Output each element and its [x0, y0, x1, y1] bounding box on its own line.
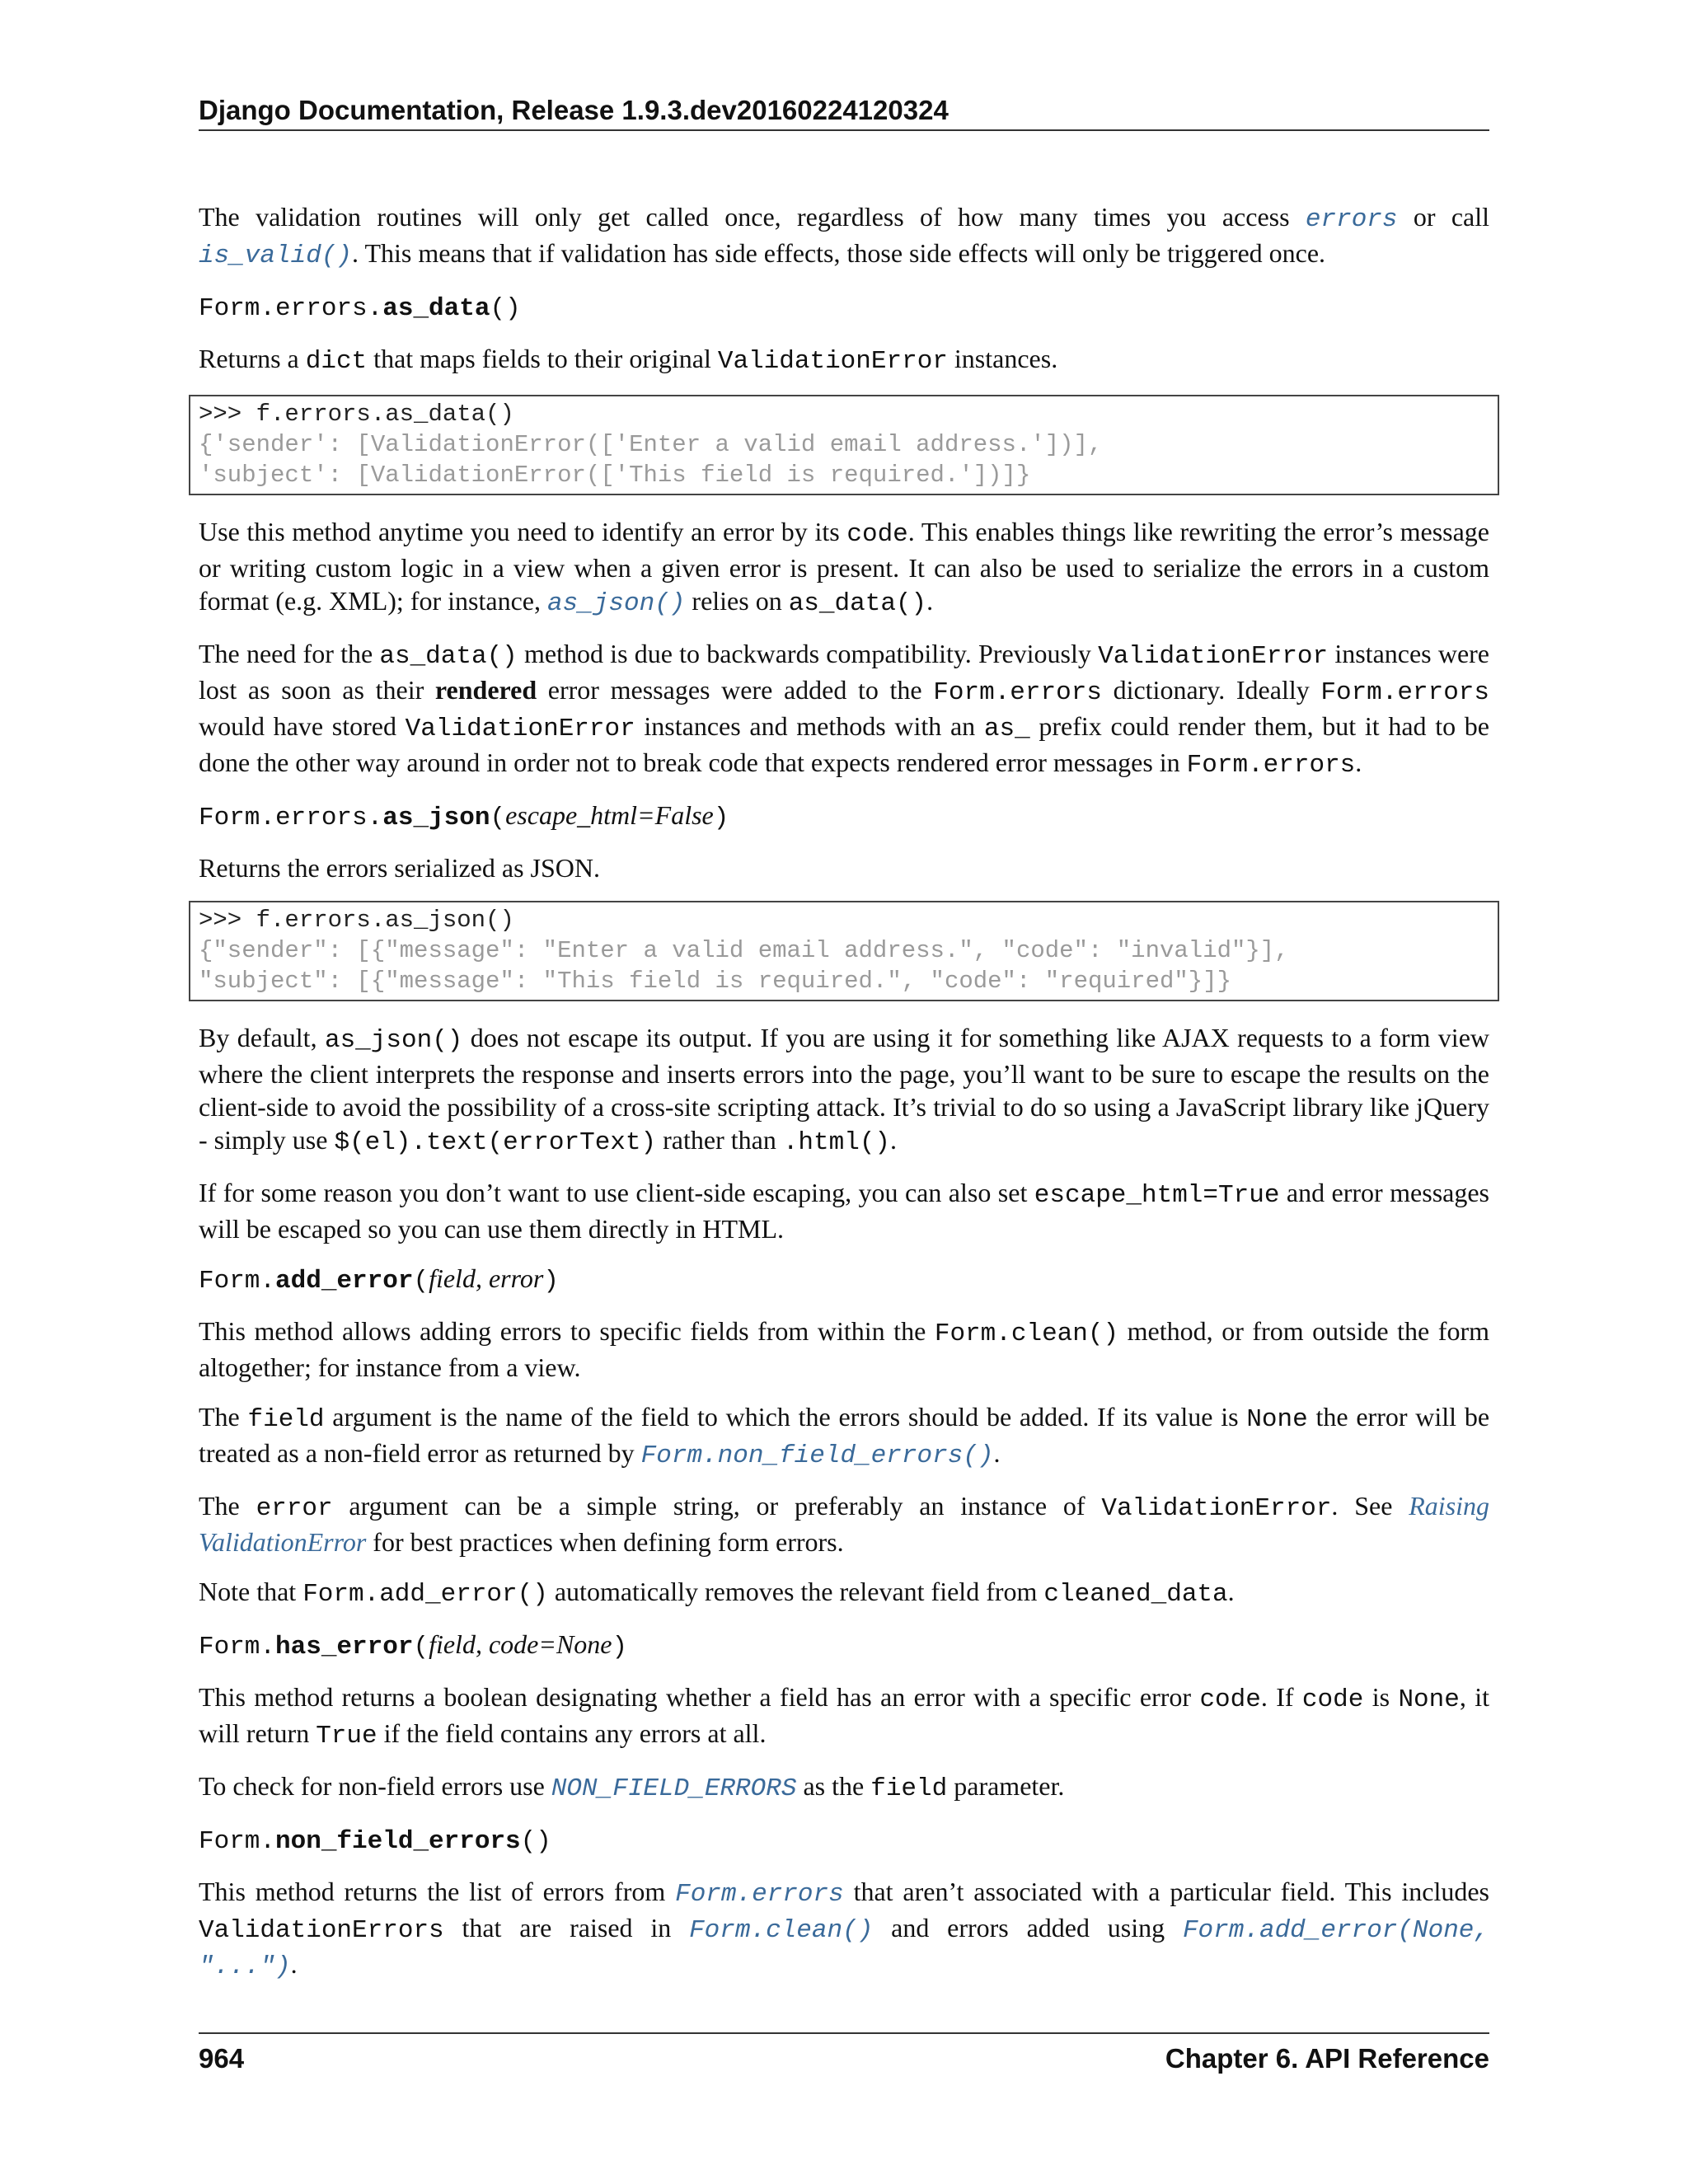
- inline-code: as_: [983, 715, 1030, 743]
- sig-name: has_error: [275, 1633, 414, 1661]
- inline-code: code: [1301, 1685, 1364, 1714]
- text: argument can be a simple string, or preferably an instance of: [332, 1491, 1102, 1521]
- text: as the: [796, 1771, 871, 1801]
- text: Note that: [199, 1577, 303, 1606]
- paragraph-has-error-desc: [199, 1680, 1489, 1753]
- text: and error messages will be escaped so you can use them directly in HTML.: [199, 1178, 1490, 1244]
- non-field-errors-constant-link[interactable]: NON_FIELD_ERRORS: [551, 1774, 797, 1803]
- sig-prefix: Form.: [199, 1267, 276, 1296]
- is-valid-link[interactable]: is_valid(): [199, 241, 353, 270]
- text: argument is the name of the field to which the errors should be added. If its value is: [324, 1402, 1247, 1432]
- text: Use this method anytime you need to identify an error by its: [199, 517, 847, 546]
- paragraph-escape-html: [199, 1176, 1489, 1245]
- sig-prefix: Form.errors.: [199, 294, 383, 323]
- text: This method allows adding errors to specific fields from within the: [199, 1316, 935, 1346]
- sig-name: add_error: [275, 1267, 414, 1296]
- sig-prefix: Form.: [199, 1827, 276, 1856]
- text: . This enables things like rewriting the error’s message or writing custom logic in a view when a given error is present. It can also be used to serialize the errors in a custom format (e.g. XML); for instance,: [199, 517, 1490, 616]
- errors-link[interactable]: errors: [1305, 205, 1398, 234]
- text: automatically removes the relevant field from: [547, 1577, 1044, 1606]
- code-block-as-json: [189, 901, 1499, 1001]
- form-errors-link[interactable]: Form.errors: [675, 1880, 844, 1909]
- code-line: 'subject': [ValidationError(['This field is required.'])]}: [199, 462, 1031, 489]
- text: The: [199, 1491, 256, 1521]
- paragraph-field-argument: [199, 1400, 1489, 1473]
- text: that are raised in: [443, 1913, 690, 1943]
- header-rule: [199, 129, 1489, 131]
- paragraph-validation-once: [199, 200, 1489, 273]
- text: .: [1227, 1577, 1235, 1606]
- sig-prefix: Form.errors.: [199, 804, 383, 832]
- form-add-error-link[interactable]: Form.add_error(None, "..."): [199, 1916, 1490, 1981]
- signature-has-error: [199, 1628, 1489, 1664]
- text: This method returns the list of errors from: [199, 1877, 676, 1906]
- signature-as-data: [199, 289, 1489, 326]
- text: To check for non-field errors use: [199, 1771, 551, 1801]
- non-field-errors-link[interactable]: Form.non_field_errors(): [640, 1441, 994, 1470]
- inline-code: None: [1246, 1405, 1308, 1434]
- sig-paren: (: [413, 1633, 429, 1661]
- text: for best practices when defining form errors.: [366, 1527, 844, 1557]
- inline-code: as_data(): [788, 589, 927, 618]
- text: relies on: [685, 586, 789, 616]
- text: The validation routines will only get called once, regardless of how many times you access: [199, 202, 1306, 232]
- text: .: [993, 1438, 1001, 1468]
- inline-code: field: [247, 1405, 325, 1434]
- text: . See: [1331, 1491, 1409, 1521]
- inline-code: None: [1398, 1685, 1460, 1714]
- inline-code: as_json(): [324, 1026, 463, 1055]
- running-footer: [199, 2041, 1489, 2077]
- inline-code: Form.errors: [1320, 678, 1490, 707]
- form-clean-link[interactable]: Form.clean(): [689, 1916, 874, 1945]
- text: error messages were added to the: [537, 675, 934, 705]
- text: that maps fields to their original: [367, 344, 718, 373]
- inline-code: Form.add_error(): [302, 1580, 548, 1609]
- paragraph-non-field-check: [199, 1769, 1489, 1806]
- text: rather than: [656, 1125, 783, 1155]
- sig-paren: (: [520, 1827, 537, 1856]
- signature-non-field-errors: [199, 1822, 1489, 1858]
- text: if the field contains any errors at all.: [377, 1718, 767, 1748]
- text: .: [890, 1125, 898, 1155]
- text: instances and methods with an: [635, 711, 984, 741]
- paragraph-as-json-returns: Returns the errors serialized as JSON.: [199, 853, 600, 883]
- sig-paren: (: [490, 804, 506, 832]
- sig-name: non_field_errors: [275, 1827, 521, 1856]
- inline-code: ValidationError: [717, 347, 948, 376]
- sig-params: field, code=None: [429, 1629, 612, 1659]
- paragraph-backwards-compat: [199, 637, 1489, 782]
- paragraph-error-argument: [199, 1489, 1489, 1558]
- sig-params: escape_html=False: [505, 800, 714, 830]
- text: dictionary. Ideally: [1101, 675, 1321, 705]
- inline-code: Form.errors: [933, 678, 1102, 707]
- text: If for some reason you don’t want to use client-side escaping, you can also set: [199, 1178, 1034, 1207]
- paragraph-note-add-error: [199, 1575, 1489, 1611]
- text: that aren’t associated with a particular field. This includes: [843, 1877, 1490, 1906]
- inline-code: field: [870, 1774, 948, 1803]
- inline-code: .html(): [782, 1128, 891, 1157]
- inline-code: ValidationError: [1101, 1494, 1332, 1523]
- inline-code: Form.errors: [1186, 751, 1356, 780]
- code-line: {"sender": [{"message": "Enter a valid email address.", "code": "invalid"}],: [199, 937, 1289, 964]
- text: instances.: [947, 344, 1058, 373]
- signature-add-error: [199, 1262, 1489, 1298]
- raising-validationerror-link[interactable]: Raising ValidationError: [199, 1491, 1490, 1557]
- inline-code: True: [316, 1722, 377, 1750]
- paragraph-as-data-returns: [199, 342, 1489, 378]
- footer-rule: [199, 2032, 1489, 2034]
- inline-code: Form.clean(): [934, 1319, 1119, 1348]
- sig-paren: (: [490, 294, 506, 323]
- as-json-link[interactable]: as_json(): [546, 589, 686, 618]
- sig-paren: ): [505, 294, 521, 323]
- text: The need for the: [199, 639, 380, 668]
- inline-code: as_data(): [379, 642, 518, 671]
- text: parameter.: [947, 1771, 1065, 1801]
- sig-name: as_data: [382, 294, 490, 323]
- signature-as-json: [199, 799, 1489, 835]
- text: , it will return: [199, 1682, 1490, 1748]
- sig-prefix: Form.: [199, 1633, 276, 1661]
- sig-paren: ): [536, 1827, 551, 1856]
- text: .: [290, 1949, 298, 1979]
- text: method is due to backwards compatibility. Previously: [517, 639, 1099, 668]
- text: is: [1363, 1682, 1399, 1712]
- paragraph-non-field-desc: [199, 1875, 1489, 1984]
- bold-text: rendered: [434, 675, 537, 705]
- text: Returns a: [199, 344, 306, 373]
- inline-code: dict: [305, 347, 368, 376]
- sig-paren: ): [612, 1633, 628, 1661]
- text: method, or from outside the form altogether; for instance from a view.: [199, 1316, 1490, 1382]
- sig-params: field, error: [429, 1263, 544, 1293]
- code-line: "subject": [{"message": "This field is required.", "code": "required"}]}: [199, 968, 1232, 995]
- paragraph-add-error-desc: [199, 1315, 1489, 1384]
- text: or call: [1397, 202, 1490, 232]
- code-line: >>> f.errors.as_json(): [199, 907, 514, 934]
- code-line: {'sender': [ValidationError(['Enter a valid email address.'])],: [199, 431, 1103, 458]
- code-line: >>> f.errors.as_data(): [199, 401, 514, 428]
- text: and errors added using: [873, 1913, 1183, 1943]
- inline-code: code: [846, 520, 908, 549]
- sig-paren: ): [543, 1267, 559, 1296]
- inline-code: escape_html=True: [1034, 1181, 1280, 1210]
- inline-code: error: [256, 1494, 333, 1523]
- text: the error will be treated as a non-field error as returned by: [199, 1402, 1490, 1468]
- page-number: 964: [199, 2043, 245, 2074]
- chapter-title: Chapter 6. API Reference: [1165, 2043, 1489, 2074]
- text: . If: [1260, 1682, 1302, 1712]
- text: The: [199, 1402, 248, 1432]
- sig-paren: ): [713, 804, 729, 832]
- sig-name: as_json: [382, 804, 490, 832]
- page-content: [199, 200, 1489, 2000]
- text: instances were lost as soon as their: [199, 639, 1490, 705]
- text: prefix could render them, but it had to be done the other way around in order not to break code that expects rendered error messages in: [199, 711, 1490, 777]
- inline-code: ValidationError: [405, 715, 635, 743]
- sig-paren: (: [413, 1267, 429, 1296]
- inline-code: cleaned_data: [1043, 1580, 1228, 1609]
- text: does not escape its output. If you are using it for something like AJAX requests to a form view where the client interprets the response and inserts errors into the page, you’ll want to be sure to escape the results on the client-side to avoid the possibility of a cross-site scripting attack. It’s trivial to do so using a JavaScript library like jQuery - simply use: [199, 1023, 1490, 1155]
- paragraph-default-escape: [199, 1021, 1489, 1160]
- text: This method returns a boolean designating whether a field has an error with a specific error: [199, 1682, 1200, 1712]
- text: .: [926, 586, 934, 616]
- inline-code: ValidationErrors: [199, 1916, 444, 1945]
- paragraph-use-method: [199, 515, 1489, 621]
- text: . This means that if validation has side effects, those side effects will only be triggered once.: [352, 238, 1326, 268]
- code-block-as-data: [189, 395, 1499, 495]
- inline-code: $(el).text(errorText): [334, 1128, 657, 1157]
- inline-code: code: [1199, 1685, 1261, 1714]
- text: By default,: [199, 1023, 325, 1052]
- running-header: Django Documentation, Release 1.9.3.dev20160224120324: [199, 95, 949, 125]
- text: would have stored: [199, 711, 406, 741]
- inline-code: ValidationError: [1098, 642, 1329, 671]
- text: .: [1355, 748, 1362, 777]
- document-page: [199, 0, 1489, 2184]
